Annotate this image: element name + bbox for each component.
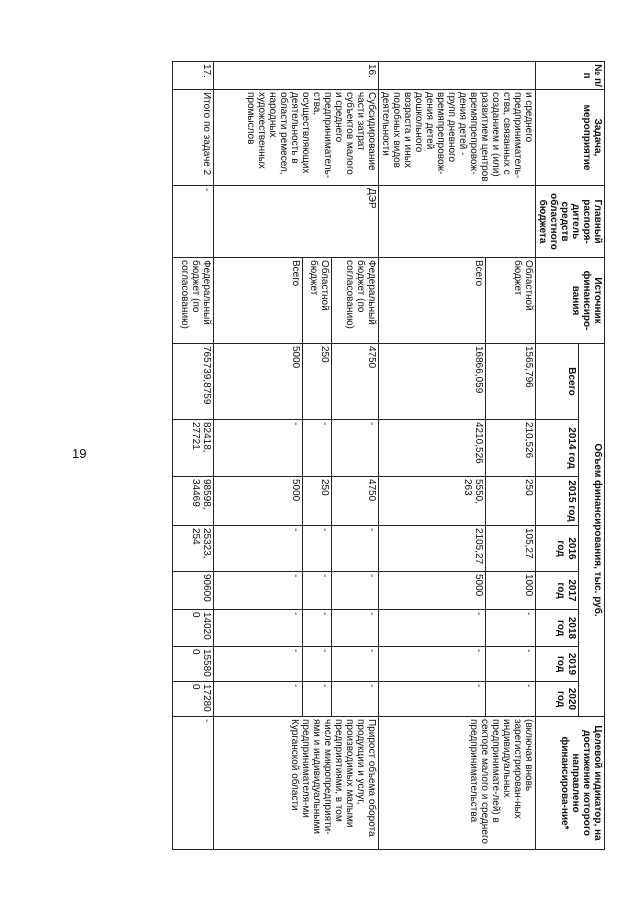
cell-year-2017: - [303,572,332,610]
header-year-2017: 2017 год [536,572,579,610]
cell-source: Федеральный бюджет (по согласованию) [173,258,214,344]
cell-year-2014: 82418, 27721 [173,420,214,477]
cell-year-2015: 250 [303,477,332,526]
header-year-2019: 2019 год [536,647,579,682]
cell-year-2017: 1000 [486,572,536,610]
cell-year-2014: - [303,420,332,477]
header-total: Всего [536,344,579,420]
table-row [173,62,214,850]
cell-year-2015: 4750 [332,477,379,526]
cell-year-2015: 98598, 34469 [173,477,214,526]
cell-year-2014: 4210,526 [379,420,486,477]
cell-year-2016: - [332,526,379,572]
cell-no [379,62,536,90]
page-number: 19 [72,446,87,461]
cell-year-2014: 210,526 [486,420,536,477]
cell-year-2016: 105,27 [486,526,536,572]
cell-year-2014: - [214,420,303,477]
header-year-2015: 2015 год [536,477,579,526]
cell-no: 17. [173,62,214,90]
cell-year-2020: - [486,682,536,717]
cell-task: Итого по задаче 2 [173,90,214,186]
cell-total: 5000 [214,344,303,420]
cell-year-2016: - [303,526,332,572]
financing-table [172,61,605,850]
header-task: Задача, мероприятие [536,90,605,186]
cell-year-2020: - [303,682,332,717]
header-year-2014: 2014 год [536,420,579,477]
cell-year-2017: 90600 [173,572,214,610]
cell-year-2020: - [214,682,303,717]
cell-year-2016: 2105,27 [379,526,486,572]
cell-year-2018: - [332,610,379,647]
header-indicator: Целевой индикатор, на достижение которого направлено финансирова-ние* [536,717,605,850]
table-row [486,62,536,850]
cell-year-2018: - [303,610,332,647]
cell-year-2016: 25323, 254 [173,526,214,572]
header-year-2018: 2018 год [536,610,579,647]
cell-year-2016: - [214,526,303,572]
cell-indicator: (включая вновь зарегистрирован-ных индивидуальных предпринимате-лей) в секторе малого и среднего предпринимательства [379,717,536,850]
header-funding-group: Объем финансирования, тыс. руб. [579,344,605,717]
cell-year-2019: 155800 [173,647,214,682]
cell-manager: ДЭР [214,186,379,258]
cell-manager [379,186,536,258]
cell-total: 4750 [332,344,379,420]
cell-total: 1565,796 [486,344,536,420]
cell-indicator: - [173,717,214,850]
cell-year-2019: - [214,647,303,682]
cell-year-2019: - [332,647,379,682]
cell-source: Областной бюджет [486,258,536,344]
header-no: № п/п [536,62,605,90]
cell-year-2015: 250 [486,477,536,526]
header-manager: Главный распоря-дитель средств областного бюджета [536,186,605,258]
cell-source: Областной бюджет [303,258,332,344]
cell-year-2019: - [486,647,536,682]
cell-total: 765739,8759 [173,344,214,420]
cell-year-2017: 5000 [379,572,486,610]
cell-year-2018: - [486,610,536,647]
header-year-2016: 2016 год [536,526,579,572]
cell-manager: - [173,186,214,258]
header-source: Источник финансиро-вания [536,258,605,344]
cell-task: и среднего предприниматель-ства, связанных с созданием и (или) развитием центров времяпрепровож-дения детей - групп дневного времяпрепровож-дения детей дошкольного возраста и иных подобных видов деятельности [379,90,536,186]
cell-year-2020: 172800 [173,682,214,717]
cell-year-2015: 5550, 263 [379,477,486,526]
cell-year-2015: 5000 [214,477,303,526]
cell-year-2019: - [379,647,486,682]
cell-source: Всего [214,258,303,344]
cell-year-2020: - [332,682,379,717]
cell-year-2018: - [214,610,303,647]
cell-total: 250 [303,344,332,420]
cell-task: Субсидирование части затрат субъектов малого и среднего предприниматель-ства, осуществляющих деятельность в области ремесел, народных художественных промыслов [214,90,379,186]
rotated-table-wrapper [100,61,605,849]
cell-source: Всего [379,258,486,344]
cell-year-2019: - [303,647,332,682]
cell-total: 16866,059 [379,344,486,420]
cell-indicator: Прирост объема оборота продукции и услуг, производимых малыми предприятиями, в том числе микропредприяти-ями и индивидуальными предпринимателя-ми Курганской области [214,717,379,850]
cell-year-2020: - [379,682,486,717]
cell-year-2017: - [332,572,379,610]
cell-year-2014: - [332,420,379,477]
cell-year-2017: - [214,572,303,610]
cell-year-2018: - [379,610,486,647]
cell-year-2018: 140200 [173,610,214,647]
table-row [332,62,379,850]
cell-no: 16. [214,62,379,90]
cell-source: Федеральный бюджет (по согласованию) [332,258,379,344]
header-year-2020: 2020 год [536,682,579,717]
